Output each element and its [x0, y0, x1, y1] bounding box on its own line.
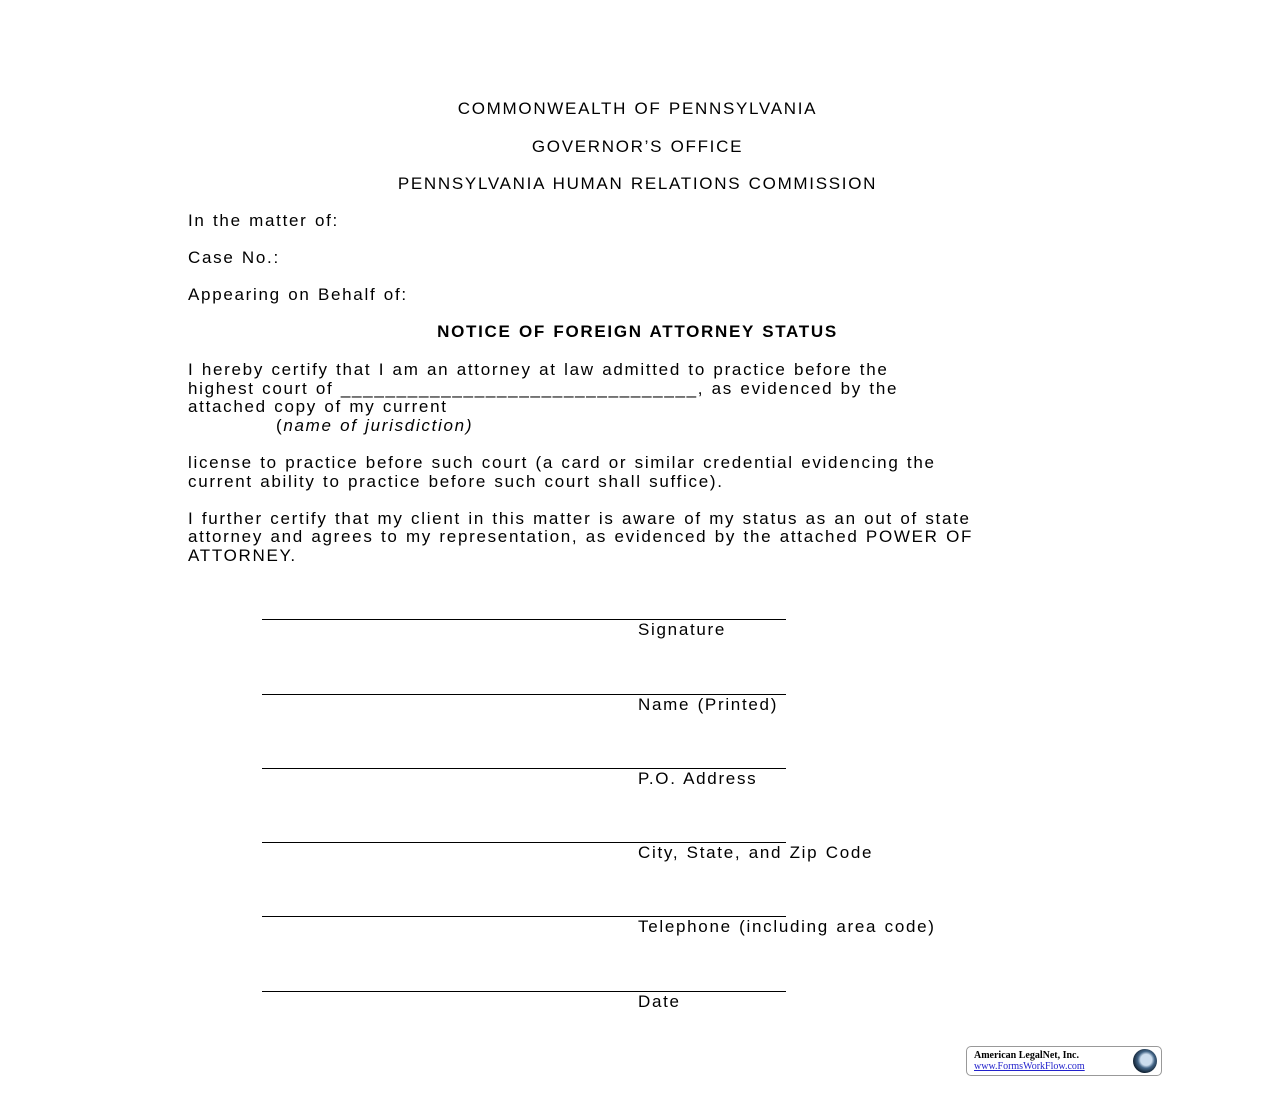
globe-icon	[1133, 1049, 1157, 1073]
city-label: City, State, and Zip Code	[638, 843, 874, 862]
signature-label: Signature	[638, 620, 727, 639]
date-line	[262, 991, 786, 992]
date-label: Date	[638, 992, 681, 1011]
name-label: Name (Printed)	[638, 695, 779, 714]
header-commonwealth: COMMONWEALTH OF PENNSYLVANIA	[457, 99, 818, 118]
logo-url-link[interactable]: www.FormsWorkFlow.com	[974, 1061, 1085, 1072]
header-governor: GOVERNOR’S OFFICE	[531, 137, 744, 156]
behalf-label: Appearing on Behalf of:	[188, 285, 408, 304]
para1-line: attached copy of my current	[188, 397, 448, 416]
case-number-label: Case No.:	[188, 248, 280, 267]
para3-line: ATTORNEY.	[188, 546, 297, 565]
para1-line: highest court of ________________________________, as evidenced by the	[188, 379, 899, 398]
address-label: P.O. Address	[638, 769, 758, 788]
matter-label: In the matter of:	[188, 211, 339, 230]
header-commission: PENNSYLVANIA HUMAN RELATIONS COMMISSION	[397, 174, 878, 193]
jurisdiction-note-text: name of jurisdiction)	[283, 416, 474, 435]
legalnet-logo[interactable]	[966, 1046, 1162, 1076]
jurisdiction-note	[276, 416, 473, 435]
para2-line: current ability to practice before such court shall suffice).	[188, 472, 724, 491]
paren: (	[276, 416, 284, 435]
para3-line: I further certify that my client in this matter is aware of my status as an out of state	[188, 509, 971, 528]
logo-name: American LegalNet, Inc.	[974, 1050, 1079, 1061]
telephone-label: Telephone (including area code)	[638, 917, 936, 936]
para1-line: I hereby certify that I am an attorney at law admitted to practice before the	[188, 360, 889, 379]
para3-line: attorney and agrees to my representation, as evidenced by the attached POWER OF	[188, 527, 974, 546]
document-title: NOTICE OF FOREIGN ATTORNEY STATUS	[437, 322, 838, 341]
para2-line: license to practice before such court (a card or similar credential evidencing the	[188, 453, 936, 472]
